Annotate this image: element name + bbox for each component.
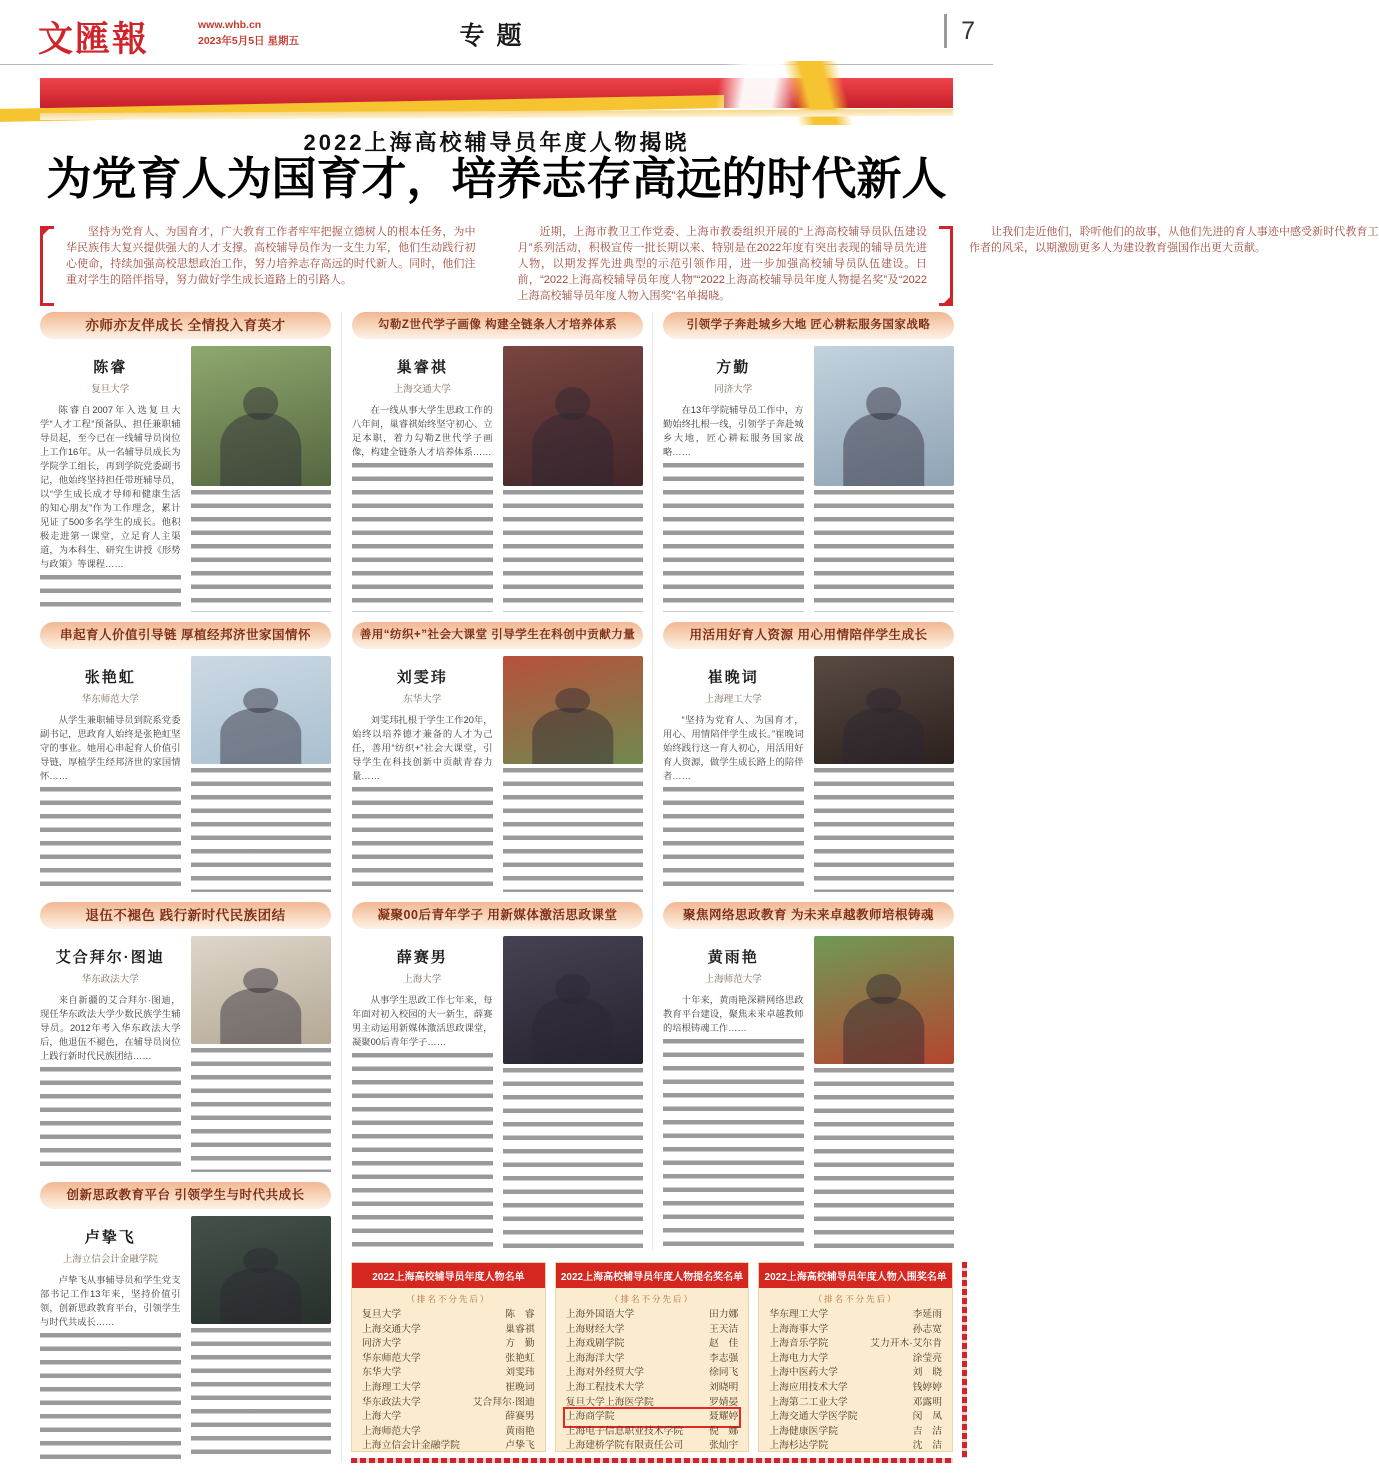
- person-name: 涂莹亮: [912, 1352, 943, 1364]
- list-row: [769, 1308, 942, 1323]
- article-body-greeked-text: [191, 1328, 332, 1462]
- person-name: 巢睿祺: [505, 1323, 535, 1335]
- institution-name: 上海外国语大学: [565, 1309, 635, 1320]
- counselor-university: 上海理工大学: [704, 694, 762, 705]
- institution-name: 上海交通大学: [362, 1323, 421, 1335]
- counselor-university: 华东政法大学: [81, 974, 139, 985]
- intro-paragraph: 让我们走近他们，聆听他们的故事，从他们先进的育人事迹中感受新时代教育工作者的风采，以期激励更多人为建设教育强国作出更大贡献。: [969, 226, 1379, 254]
- person-name: 邓露明: [912, 1396, 943, 1408]
- person-name: 罗婧晏: [708, 1396, 739, 1408]
- list-row: [769, 1425, 942, 1440]
- list-row: [769, 1396, 942, 1411]
- person-name: 李志强: [708, 1352, 739, 1364]
- column-divider: [341, 312, 342, 1462]
- institution-name: 上海应用技术大学: [769, 1381, 848, 1393]
- article-title: 亦师亦友伴成长 全情投入育英才: [40, 312, 331, 339]
- article-title: 引领学子奔赴城乡大地 匠心耕耘服务国家战略: [663, 312, 954, 339]
- article-body-columns: [352, 346, 643, 612]
- institution-name: 上海对外经贸大学: [565, 1367, 645, 1379]
- intro-block: [66, 224, 1379, 306]
- article-body-greeked-text: [352, 463, 493, 612]
- article-title: 勾勒Z世代学子画像 构建全链条人才培养体系: [352, 312, 643, 339]
- article-left-column: [352, 346, 493, 612]
- counselor-name: 张艳虹: [84, 669, 136, 686]
- list-row: [566, 1337, 739, 1352]
- list-row: [362, 1439, 535, 1454]
- article-body-columns: [352, 936, 643, 1252]
- institution-name: 上海大学: [362, 1411, 402, 1423]
- award-list-winners: [351, 1262, 546, 1452]
- counselor-name: 刘雯玮: [396, 669, 448, 686]
- article-body-columns: [663, 346, 954, 612]
- counselor-university: 上海师范大学: [704, 974, 762, 985]
- institution-name: 上海杉达学院: [769, 1440, 829, 1452]
- person-silhouette: [220, 988, 301, 1044]
- person-silhouette: [220, 1268, 301, 1324]
- article-left-column: [40, 656, 181, 892]
- article-right-column: [814, 346, 955, 612]
- article-left-column: [352, 656, 493, 892]
- article-byline: [663, 346, 804, 403]
- list-row: [566, 1425, 739, 1440]
- list-row: [362, 1366, 535, 1381]
- article-body-text: 陈睿自2007年入选复旦大学“人才工程”预备队、担任兼职辅导员起，至今已在一线辅导员岗位上工作16年。从一名辅导员成长为学院学工组长，再到学院党委副书记，他始终坚持担任带班辅导员，以“学生成长成才导师和健康生活的知心朋友”作为工作理念，累计见证了500多名学生的成长。他积极走进第一课堂，立足育人主渠道，为本科生、研究生讲授《形势与政策》等课程……: [40, 405, 181, 569]
- list-row: [362, 1323, 535, 1338]
- article-card: [40, 622, 331, 894]
- newspaper-logo: 文匯報: [38, 19, 150, 60]
- article-byline: [663, 656, 804, 713]
- article-byline: [40, 656, 181, 713]
- article-card: [663, 902, 954, 1254]
- article-left-column: [663, 346, 804, 612]
- person-name: 方 勤: [505, 1338, 535, 1350]
- article-left-column: [663, 656, 804, 892]
- article-body-text: 在13年学院辅导员工作中，方勤始终扎根一线，引领学子奔赴城乡大地，匠心耕耘服务国家战略……: [663, 405, 804, 457]
- list-title: 2022上海高校辅导员年度人物提名奖名单: [556, 1263, 749, 1288]
- article-body-columns: [40, 1216, 331, 1462]
- article-body-greeked-text: [40, 787, 181, 892]
- article-body-greeked-text: [814, 1068, 955, 1252]
- article-right-column: [191, 346, 332, 612]
- portrait-photo: [503, 936, 644, 1064]
- article-byline: [352, 936, 493, 993]
- list-row: [566, 1381, 739, 1396]
- person-name: 倪 娜: [708, 1425, 739, 1437]
- portrait-photo: [814, 656, 955, 764]
- intro-paragraph: 近期，上海市教卫工作党委、上海市教委组织开展的“上海高校辅导员队伍建设月”系列活动，积极宣传一批长期以来、特别是在2022年度有突出表现的辅导员先进人物，以期发挥先进典型的示范引领作用，进一步加强高校辅导员队伍建设。日前，“2022上海高校辅导员年度人物”“2022上海高校辅导员年度人物提名奖”及“2022上海高校辅导员年度人物入围奖”名单揭晓。: [517, 226, 927, 302]
- article-body-columns: [40, 656, 331, 892]
- list-rows: [759, 1307, 952, 1461]
- list-row: [769, 1352, 942, 1367]
- article-body-columns: [663, 936, 954, 1252]
- counselor-university: 华东师范大学: [81, 694, 139, 705]
- list-row: [566, 1308, 739, 1323]
- institution-name: 上海电力大学: [769, 1352, 829, 1364]
- article-title: 用活用好育人资源 用心用情陪伴学生成长: [663, 622, 954, 649]
- list-row: [362, 1308, 535, 1323]
- person-name: 张艳虹: [505, 1352, 535, 1364]
- person-name: 闵 凤: [912, 1411, 943, 1423]
- intro-text: [66, 224, 1379, 306]
- person-name: 刘晓明: [708, 1381, 739, 1393]
- institution-name: 上海音乐学院: [769, 1338, 829, 1350]
- person-silhouette: [843, 997, 924, 1064]
- article-body-columns: [40, 346, 331, 612]
- column-divider: [652, 312, 653, 1250]
- portrait-photo: [191, 936, 332, 1044]
- article-body-greeked-text: [503, 1068, 644, 1252]
- institution-name: 上海海洋大学: [565, 1352, 625, 1364]
- person-name: 田力娜: [708, 1309, 739, 1320]
- article-body-greeked-text: [663, 463, 804, 612]
- list-rows: [556, 1307, 749, 1461]
- portrait-photo: [191, 656, 332, 764]
- list-row: [566, 1366, 739, 1381]
- article-title: 退伍不褪色 践行新时代民族团结: [40, 902, 331, 929]
- list-ranking-note: （排名不分先后）: [610, 1294, 695, 1304]
- article-left-column: [40, 346, 181, 612]
- list-row: [769, 1323, 942, 1338]
- counselor-name: 薛赛男: [396, 949, 448, 966]
- person-silhouette: [843, 413, 924, 486]
- person-silhouette: [532, 708, 613, 764]
- list-row: [566, 1439, 739, 1454]
- article-body-greeked-text: [663, 787, 804, 892]
- article-title: 创新思政教育平台 引领学生与时代共成长: [40, 1182, 331, 1209]
- article-body-text: 在一线从事大学生思政工作的八年间，巢睿祺始终坚守初心、立足本职，着力勾勒Z世代学子画像，构建全链条人才培养体系……: [352, 405, 493, 457]
- article-right-column: [814, 656, 955, 892]
- article-title: 串起育人价值引导链 厚植经邦济世家国情怀: [40, 622, 331, 649]
- institution-name: 同济大学: [362, 1338, 402, 1350]
- person-name: 艾力开木·艾尔肯: [870, 1338, 943, 1350]
- festive-ribbon: [40, 78, 953, 108]
- counselor-name: 方勤: [716, 359, 751, 376]
- article-body-text: 刘雯玮扎根于学生工作20年，始终以培养德才兼备的人才为己任，善用“纺织+”社会大课堂，引导学生在科技创新中贡献青春力量……: [352, 715, 493, 781]
- institution-name: 华东师范大学: [362, 1352, 421, 1364]
- article-byline: [663, 936, 804, 993]
- page-number: 7: [944, 14, 975, 48]
- person-name: 徐同飞: [708, 1367, 739, 1379]
- institution-name: 上海中医药大学: [769, 1367, 838, 1379]
- article-body-columns: [663, 656, 954, 892]
- person-name: 薛赛男: [505, 1411, 535, 1423]
- institution-name: 上海工程技术大学: [565, 1381, 645, 1393]
- article-byline: [40, 936, 181, 993]
- portrait-photo: [503, 346, 644, 486]
- article-card: [40, 312, 331, 614]
- article-body-greeked-text: [191, 490, 332, 612]
- article-card: [352, 902, 643, 1254]
- list-row-highlighted: [566, 1410, 739, 1425]
- person-name: 黄雨艳: [505, 1425, 535, 1437]
- person-name: 吉 洁: [912, 1425, 943, 1437]
- person-name: 刘雯玮: [505, 1367, 535, 1379]
- article-right-column: [191, 1216, 332, 1462]
- person-name: 艾合拜尔·图迪: [472, 1396, 535, 1408]
- counselor-university: 上海大学: [403, 974, 442, 985]
- article-body-greeked-text: [40, 1333, 181, 1462]
- article-body-greeked-text: [814, 768, 955, 892]
- portrait-photo: [191, 346, 332, 486]
- person-name: 崔晚词: [505, 1381, 535, 1393]
- article-left-column: [40, 1216, 181, 1462]
- list-title: 2022上海高校辅导员年度人物入围奖名单: [759, 1263, 952, 1288]
- article-left-column: [352, 936, 493, 1252]
- intro-paragraph: 坚持为党育人、为国育才，广大教育工作者牢牢把握立德树人的根本任务，为中华民族伟大复兴提供强大的人才支撑。高校辅导员作为一支生力军，他们生动践行初心使命，持续加强高校思想政治工作，努力培养志存高远的时代新人。同时，他们注重对学生的陪伴指导，努力做好学生成长道路上的引路人。: [66, 226, 476, 286]
- article-body-greeked-text: [503, 490, 644, 612]
- counselor-university: 上海立信会计金融学院: [62, 1254, 158, 1265]
- headline-kicker: 2022上海高校辅导员年度人物揭晓: [303, 130, 690, 155]
- portrait-photo: [191, 1216, 332, 1324]
- person-silhouette: [220, 708, 301, 764]
- person-silhouette: [532, 413, 613, 486]
- person-name: 孙志宽: [912, 1323, 943, 1335]
- portrait-photo: [814, 936, 955, 1064]
- counselor-university: 东华大学: [403, 694, 442, 705]
- person-name: 张灿宇: [708, 1440, 739, 1452]
- article-title: 聚焦网络思政教育 为未来卓越教师培根铸魂: [663, 902, 954, 929]
- article-body-greeked-text: [814, 490, 955, 612]
- institution-name: 上海海事大学: [769, 1323, 829, 1335]
- list-row: [566, 1396, 739, 1411]
- article-card: [663, 622, 954, 894]
- counselor-name: 陈睿: [93, 359, 128, 376]
- award-lists: [351, 1262, 953, 1452]
- person-silhouette: [532, 997, 613, 1064]
- list-row: [362, 1381, 535, 1396]
- counselor-university: 复旦大学: [91, 384, 130, 395]
- article-right-column: [191, 656, 332, 892]
- article-card: [40, 902, 331, 1174]
- article-byline: [40, 346, 181, 403]
- page-header: [0, 0, 993, 65]
- institution-name: 上海戏剧学院: [565, 1338, 625, 1350]
- article-right-column: [191, 936, 332, 1172]
- article-body-text: 十年来，黄雨艳深耕网络思政教育平台建设，聚焦未来卓越教师的培根铸魂工作……: [663, 995, 804, 1033]
- article-body-greeked-text: [663, 1039, 804, 1252]
- counselor-name: 艾合拜尔·图迪: [55, 949, 165, 966]
- person-silhouette: [220, 413, 301, 486]
- person-name: 沈 洁: [912, 1440, 943, 1452]
- list-row: [769, 1381, 942, 1396]
- institution-name: 上海商学院: [565, 1411, 615, 1423]
- article-body-greeked-text: [352, 787, 493, 892]
- person-name: 刘 晓: [912, 1367, 943, 1379]
- institution-name: 上海交通大学医学院: [769, 1411, 858, 1423]
- article-body-greeked-text: [191, 768, 332, 892]
- institution-name: 上海第二工业大学: [769, 1396, 848, 1408]
- article-body-columns: [40, 936, 331, 1172]
- article-card: [352, 622, 643, 894]
- article-right-column: [503, 936, 644, 1252]
- counselor-name: 卢挚飞: [84, 1229, 136, 1246]
- quote-bracket-right-icon: [939, 226, 953, 306]
- person-name: 赵 佳: [708, 1338, 739, 1350]
- counselor-name: 黄雨艳: [707, 949, 759, 966]
- article-body-greeked-text: [191, 1048, 332, 1172]
- ornament-bottom-border: [351, 1458, 953, 1463]
- award-list-finalists: [758, 1262, 953, 1452]
- institution-name: 上海电子信息职业技术学院: [565, 1425, 684, 1437]
- person-name: 钱婷婷: [912, 1381, 943, 1393]
- article-right-column: [503, 346, 644, 612]
- person-name: 陈 睿: [505, 1309, 535, 1320]
- portrait-photo: [503, 656, 644, 764]
- article-title: 凝聚00后青年学子 用新媒体激活思政课堂: [352, 902, 643, 929]
- list-row: [769, 1439, 942, 1454]
- person-name: 卢挚飞: [505, 1440, 535, 1452]
- article-right-column: [814, 936, 955, 1252]
- article-body-greeked-text: [40, 1067, 181, 1172]
- article-body-greeked-text: [503, 768, 644, 892]
- institution-name: 上海理工大学: [362, 1381, 421, 1393]
- list-row: [362, 1337, 535, 1352]
- article-body-text: 从学生兼职辅导员到院系党委副书记，思政育人始终是张艳虹坚守的事业。她用心串起育人价值引导链，厚植学生经邦济世的家国情怀……: [40, 715, 181, 781]
- article-byline: [352, 346, 493, 403]
- article-body-text: 卢挚飞从事辅导员和学生党支部书记工作13年来，坚持价值引领，创新思政教育平台，引领学生与时代共成长……: [40, 1275, 181, 1327]
- institution-name: 东华大学: [362, 1367, 402, 1379]
- list-row: [362, 1425, 535, 1440]
- person-name: 王天洁: [708, 1323, 739, 1335]
- article-body-text: “坚持为党育人、为国育才，用心、用情陪伴学生成长。”崔晚词始终践行这一育人初心，用活用好育人资源，做学生成长路上的陪伴者……: [663, 715, 804, 781]
- award-list-nominees: [555, 1262, 750, 1452]
- main-headline: 为党育人为国育才，培养志存高远的时代新人: [46, 153, 947, 204]
- list-row: [362, 1410, 535, 1425]
- list-row: [769, 1337, 942, 1352]
- list-row: [769, 1366, 942, 1381]
- article-right-column: [503, 656, 644, 892]
- portrait-photo: [814, 346, 955, 486]
- counselor-name: 巢睿祺: [396, 359, 448, 376]
- masthead-date: 2023年5月5日 星期五: [198, 35, 299, 48]
- institution-name: 上海师范大学: [362, 1425, 421, 1437]
- article-card: [40, 1182, 331, 1464]
- article-body-columns: [352, 656, 643, 892]
- counselor-name: 崔晚词: [707, 669, 759, 686]
- article-left-column: [40, 936, 181, 1172]
- institution-name: 上海立信会计金融学院: [362, 1440, 460, 1452]
- list-ranking-note: （排名不分先后）: [406, 1294, 491, 1304]
- list-title: 2022上海高校辅导员年度人物名单: [352, 1263, 545, 1288]
- article-byline: [40, 1216, 181, 1273]
- institution-name: 复旦大学上海医学院: [565, 1396, 654, 1408]
- list-row: [769, 1410, 942, 1425]
- list-row: [566, 1352, 739, 1367]
- institution-name: 上海建桥学院有限责任公司: [565, 1440, 684, 1452]
- institution-name: 上海财经大学: [565, 1323, 625, 1335]
- masthead-website: www.whb.cn: [198, 19, 262, 31]
- ornament-right-border: [962, 1262, 967, 1458]
- article-title: 善用“纺织+”社会大课堂 引导学生在科创中贡献力量: [352, 622, 643, 649]
- section-title: 专题: [459, 22, 534, 50]
- person-silhouette: [843, 708, 924, 764]
- institution-name: 复旦大学: [362, 1309, 402, 1320]
- person-name: 聂耀婷: [708, 1411, 739, 1423]
- person-name: 李延雨: [912, 1309, 943, 1320]
- list-ranking-note: （排名不分先后）: [813, 1294, 898, 1304]
- article-body-text: 来自新疆的艾合拜尔·图迪，现任华东政法大学少数民族学生辅导员。2012年考入华东政法大学后，他退伍不褪色，在辅导员岗位上践行新时代民族团结……: [40, 995, 181, 1061]
- list-rows: [352, 1307, 545, 1461]
- article-card: [352, 312, 643, 614]
- list-row: [362, 1352, 535, 1367]
- article-left-column: [663, 936, 804, 1252]
- article-byline: [352, 656, 493, 713]
- institution-name: 华东理工大学: [769, 1309, 829, 1320]
- article-body-text: 从事学生思政工作七年来，每年面对初入校园的大一新生，薛赛男主动运用新媒体激活思政课堂，凝聚00后青年学子……: [352, 995, 493, 1047]
- quote-bracket-left-icon: [40, 226, 54, 306]
- list-row: [566, 1323, 739, 1338]
- institution-name: 华东政法大学: [362, 1396, 421, 1408]
- article-card: [663, 312, 954, 614]
- institution-name: 上海健康医学院: [769, 1425, 838, 1437]
- article-body-greeked-text: [40, 575, 181, 612]
- list-row: [362, 1396, 535, 1411]
- counselor-university: 同济大学: [714, 384, 753, 395]
- article-body-greeked-text: [352, 1053, 493, 1252]
- counselor-university: 上海交通大学: [393, 384, 451, 395]
